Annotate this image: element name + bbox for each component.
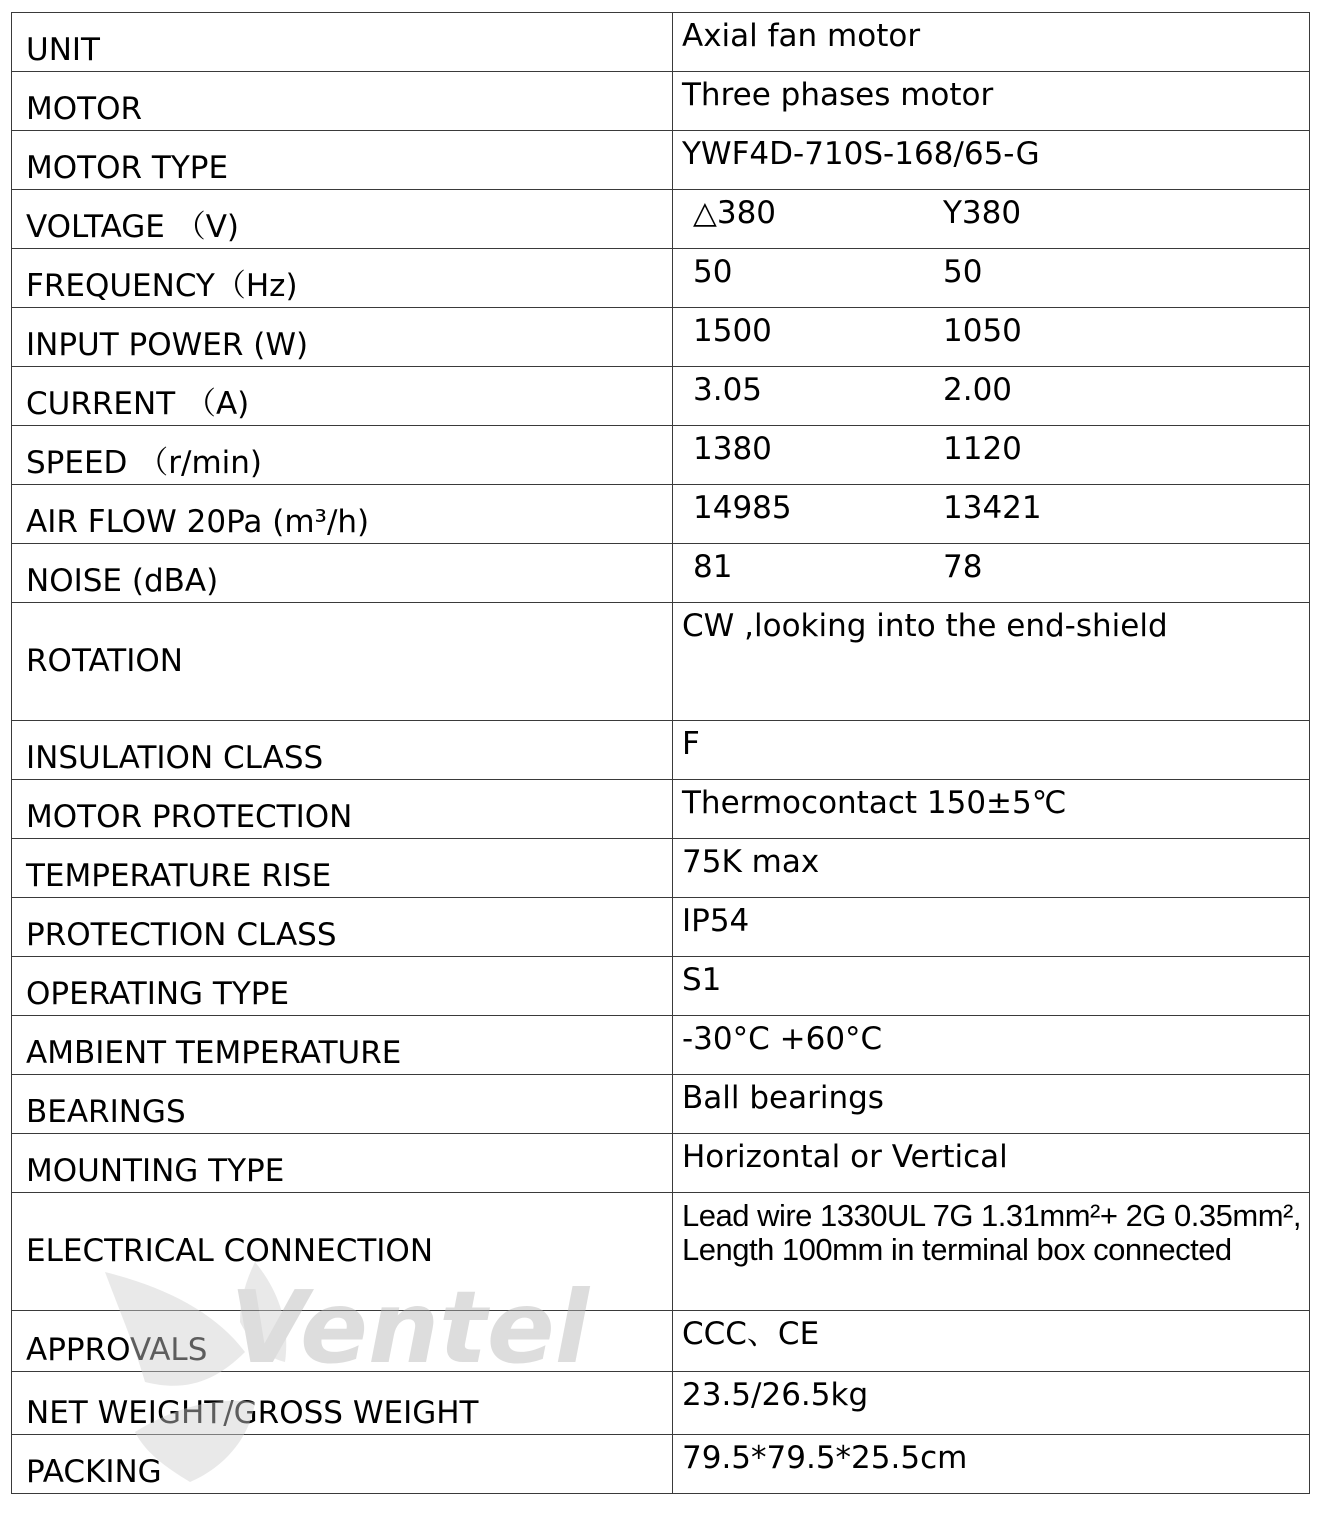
value-input-power [673,308,1310,367]
value-input-power-delta: 1500 [693,313,772,349]
value-ambient-temperature: -30°C +60°C [673,1016,1310,1075]
value-motor-type: YWF4D-710S-168/65-G [673,131,1310,190]
row-operating-type [12,957,1310,1016]
row-motor-type [12,131,1310,190]
row-motor-protection [12,780,1310,839]
value-operating-type: S1 [673,957,1310,1016]
label-frequency: FREQUENCY（Hz) [12,249,673,308]
label-insulation-class: INSULATION CLASS [12,721,673,780]
value-voltage-delta: △380 [693,195,777,231]
label-bearings: BEARINGS [12,1075,673,1134]
value-noise [673,544,1310,603]
label-current: CURRENT （A) [12,367,673,426]
value-insulation-class: F [673,721,1310,780]
row-protection-class [12,898,1310,957]
value-air-flow [673,485,1310,544]
spec-table [11,12,1310,1494]
value-unit: Axial fan motor [673,13,1310,72]
label-motor: MOTOR [12,72,673,131]
label-electrical-connection: ELECTRICAL CONNECTION [12,1193,673,1311]
value-air-flow-delta: 14985 [693,490,792,526]
value-speed-star: 1120 [943,431,1022,467]
label-protection-class: PROTECTION CLASS [12,898,673,957]
label-operating-type: OPERATING TYPE [12,957,673,1016]
label-weight: NET WEIGHT/GROSS WEIGHT [12,1372,673,1435]
value-speed [673,426,1310,485]
row-temperature-rise [12,839,1310,898]
value-voltage [673,190,1310,249]
label-mounting-type: MOUNTING TYPE [12,1134,673,1193]
value-voltage-star: Y380 [943,195,1022,231]
label-unit: UNIT [12,13,673,72]
label-ambient-temperature: AMBIENT TEMPERATURE [12,1016,673,1075]
label-speed: SPEED （r/min) [12,426,673,485]
row-frequency [12,249,1310,308]
row-weight [12,1372,1310,1435]
value-frequency [673,249,1310,308]
value-temperature-rise: 75K max [673,839,1310,898]
value-electrical-connection [673,1193,1310,1311]
value-current [673,367,1310,426]
row-input-power [12,308,1310,367]
ventel-wordmark: Ventel [230,1269,590,1386]
row-electrical-connection [12,1193,1310,1311]
value-motor: Three phases motor [673,72,1310,131]
label-approvals: APPROVALS [12,1311,673,1372]
value-rotation: CW ,looking into the end-shield [673,603,1310,721]
row-current [12,367,1310,426]
value-packing: 79.5*79.5*25.5cm [673,1435,1310,1494]
label-motor-protection: MOTOR PROTECTION [12,780,673,839]
row-air-flow [12,485,1310,544]
label-noise: NOISE (dBA) [12,544,673,603]
row-noise [12,544,1310,603]
label-packing: PACKING [12,1435,673,1494]
value-input-power-star: 1050 [943,313,1022,349]
value-air-flow-star: 13421 [943,490,1042,526]
value-bearings: Ball bearings [673,1075,1310,1134]
row-rotation [12,603,1310,721]
value-current-star: 2.00 [943,372,1013,408]
row-approvals [12,1311,1310,1372]
row-voltage [12,190,1310,249]
label-input-power: INPUT POWER (W) [12,308,673,367]
value-protection-class: IP54 [673,898,1310,957]
row-unit [12,13,1310,72]
value-motor-protection: Thermocontact 150±5℃ [673,780,1310,839]
value-noise-delta: 81 [693,549,733,585]
row-speed [12,426,1310,485]
value-speed-delta: 1380 [693,431,772,467]
value-mounting-type: Horizontal or Vertical [673,1134,1310,1193]
row-insulation-class [12,721,1310,780]
label-air-flow: AIR FLOW 20Pa (m³/h) [12,485,673,544]
value-noise-star: 78 [943,549,983,585]
value-frequency-delta: 50 [693,254,733,290]
row-motor [12,72,1310,131]
row-bearings [12,1075,1310,1134]
value-electrical-connection-line-2: Length 100mm in terminal box connected [682,1232,1232,1268]
value-frequency-star: 50 [943,254,983,290]
row-ambient-temperature [12,1016,1310,1075]
value-weight: 23.5/26.5kg [673,1372,1310,1435]
row-packing [12,1435,1310,1494]
row-mounting-type [12,1134,1310,1193]
label-temperature-rise: TEMPERATURE RISE [12,839,673,898]
value-electrical-connection-line-1: Lead wire 1330UL 7G 1.31mm²+ 2G 0.35mm², [682,1198,1301,1233]
label-voltage: VOLTAGE （V) [12,190,673,249]
value-current-delta: 3.05 [693,372,763,408]
label-rotation: ROTATION [12,603,673,721]
value-approvals: CCC、CE [673,1311,1310,1372]
label-motor-type: MOTOR TYPE [12,131,673,190]
